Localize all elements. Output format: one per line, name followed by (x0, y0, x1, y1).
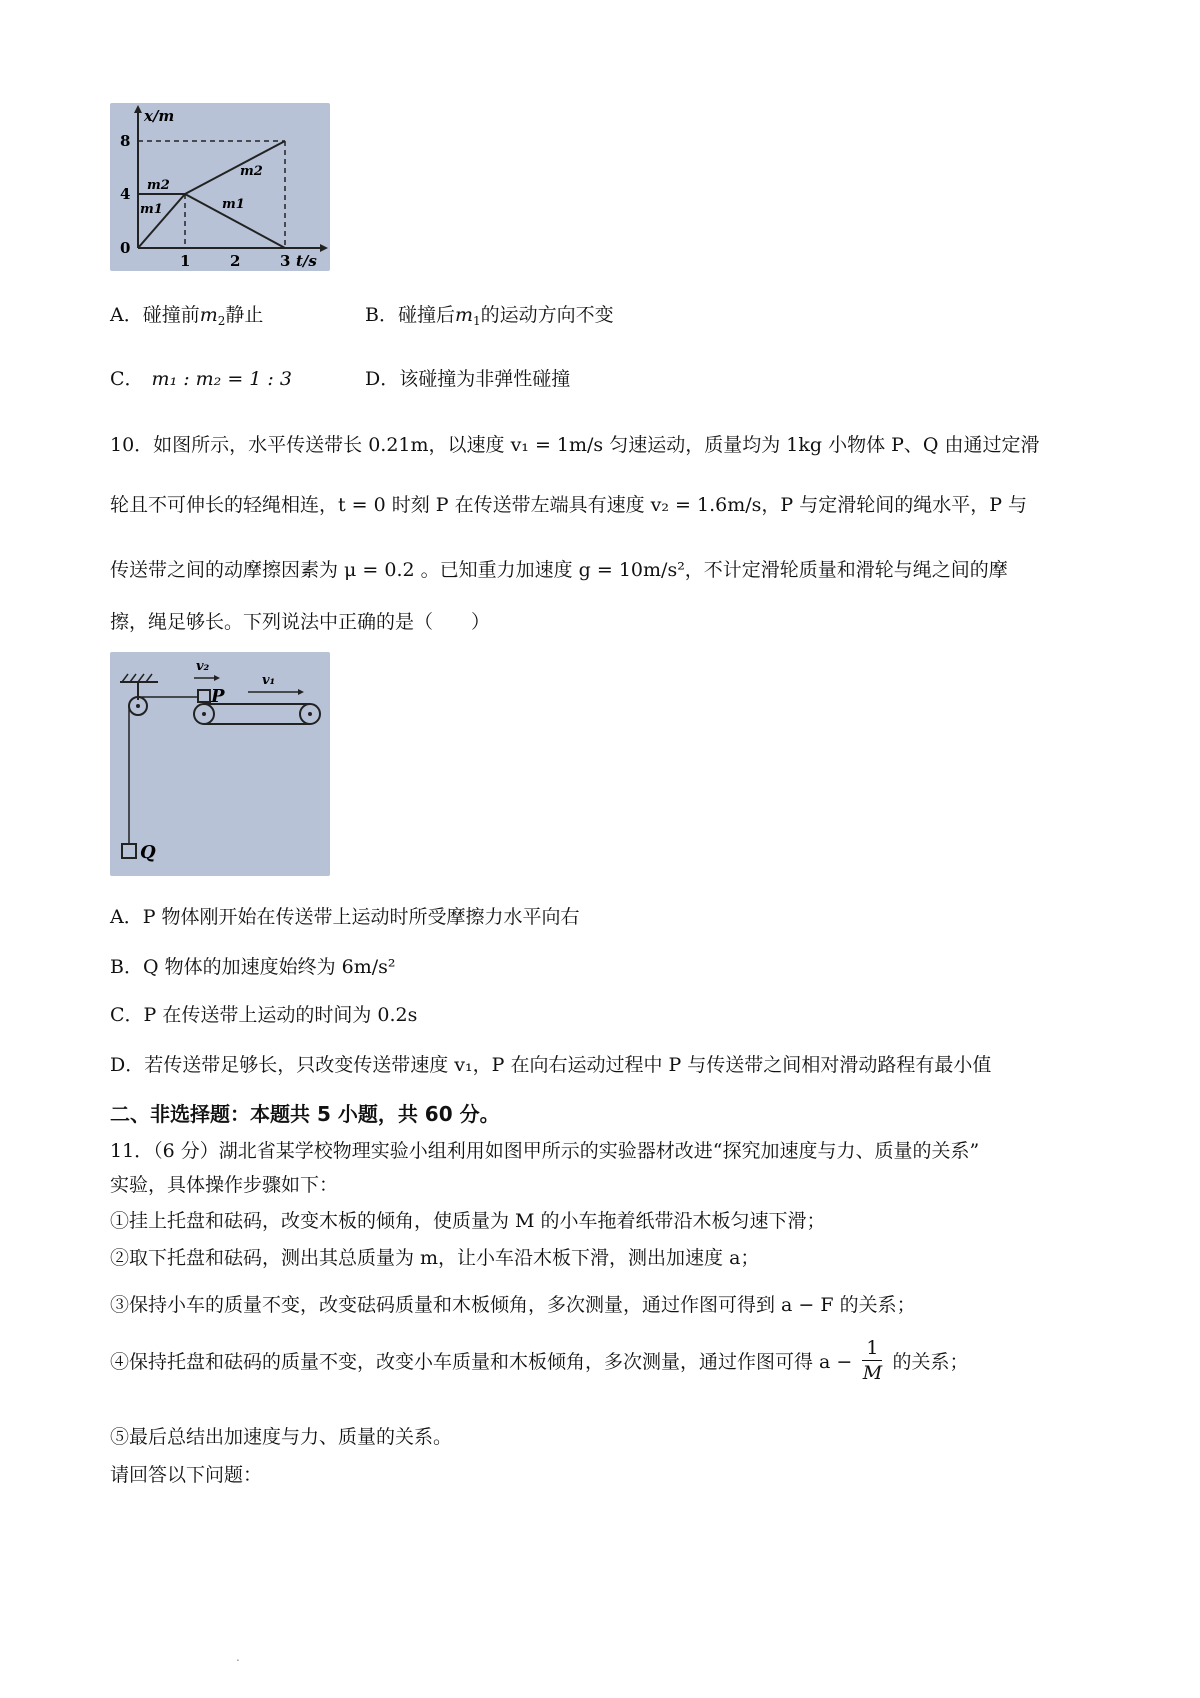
q11-step-4-prefix: ④保持托盘和砝码的质量不变，改变小车质量和木板倾角，多次测量，通过作图可得 a − (110, 1351, 853, 1373)
q11-step-4-numerator: 1 (862, 1336, 882, 1361)
q9-option-a-suffix: 静止 (225, 304, 264, 326)
x-tick-2: 2 (230, 252, 241, 270)
conveyor-svg (110, 652, 330, 876)
label-m2-after: m2 (240, 164, 263, 179)
q9-option-c-prefix: C． (110, 368, 144, 390)
q10-option-b: B．Q 物体的加速度始终为 6m/s² (110, 956, 396, 978)
q10-option-d: D．若传送带足够长，只改变传送带速度 v₁，P 在向右运动过程中 P 与传送带之间相对滑动路程有最小值 (110, 1054, 992, 1076)
q11-step-5: ⑤最后总结出加速度与力、质量的关系。 (110, 1426, 453, 1448)
q11-step-4 (110, 1336, 969, 1385)
label-v1: v₁ (262, 673, 276, 688)
q10-line-4: 擦，绳足够长。下列说法中正确的是（ ） (110, 611, 491, 633)
label-m2-before: m2 (147, 178, 170, 193)
label-q: Q (140, 842, 156, 863)
q11-prompt: 请回答以下问题： (110, 1464, 263, 1486)
q9-option-b-sub: 1 (473, 314, 481, 328)
y-tick-4: 4 (120, 185, 131, 203)
q9-option-b-var: m (454, 304, 473, 326)
q9-option-a-var: m (199, 304, 218, 326)
q9-option-a-prefix: A．碰撞前 (110, 304, 200, 326)
label-m1-before: m1 (140, 202, 163, 217)
q10-line-2: 轮且不可伸长的轻绳相连，t = 0 时刻 P 在传送带左端具有速度 v₂ = 1.6m/s，P 与定滑轮间的绳水平，P 与 (110, 494, 1028, 516)
q11-step-1: ①挂上托盘和砝码，改变木板的倾角，使质量为 M 的小车拖着纸带沿木板匀速下滑； (110, 1210, 826, 1232)
q10-option-a: A．P 物体刚开始在传送带上运动时所受摩擦力水平向右 (110, 906, 580, 928)
y-tick-8: 8 (120, 132, 131, 150)
q11-line-1: 11．（6 分）湖北省某学校物理实验小组利用如图甲所示的实验器材改进“探究加速度与力、质量的关系” (110, 1140, 980, 1162)
q9-option-b-prefix: B．碰撞后 (365, 304, 455, 326)
conveyor-figure (110, 652, 330, 876)
label-m1-after: m1 (222, 197, 245, 212)
y-axis-label: x/m (144, 107, 175, 125)
q11-step-2: ②取下托盘和砝码，测出其总质量为 m，让小车沿木板下滑，测出加速度 a； (110, 1247, 760, 1269)
q11-line-2: 实验，具体操作步骤如下： (110, 1174, 339, 1196)
q10-option-c: C．P 在传送带上运动的时间为 0.2s (110, 1004, 418, 1026)
q10-line-1: 10．如图所示，水平传送带长 0.21m，以速度 v₁ = 1m/s 匀速运动，质量均为 1kg 小物体 P、Q 由通过定滑 (110, 434, 1040, 456)
label-p: P (211, 686, 225, 707)
footer-mark: . (236, 1650, 240, 1664)
q9-option-b (365, 300, 614, 328)
q9-option-c (110, 364, 292, 391)
q9-option-a (110, 300, 263, 328)
q11-step-4-denominator: M (862, 1362, 883, 1384)
q9-option-b-suffix: 的运动方向不变 (480, 304, 614, 326)
q10-line-3: 传送带之间的动摩擦因素为 μ = 0.2 。已知重力加速度 g = 10m/s²，不计定滑轮质量和滑轮与绳之间的摩 (110, 559, 1008, 581)
y-tick-0: 0 (120, 239, 131, 257)
q9-option-d: D．该碰撞为非弹性碰撞 (365, 368, 571, 390)
q11-step-4-suffix: 的关系； (892, 1351, 969, 1373)
q9-option-c-expr: m₁ : m₂ = 1 : 3 (151, 368, 292, 390)
x-tick-3: 3 (280, 252, 291, 270)
x-axis-label: t/s (296, 252, 317, 270)
label-v2: v₂ (196, 659, 210, 674)
section-2-heading: 二、非选择题：本题共 5 小题，共 60 分。 (110, 1102, 500, 1126)
q11-step-3: ③保持小车的质量不变，改变砝码质量和木板倾角，多次测量，通过作图可得到 a − F 的关系； (110, 1294, 916, 1316)
q9-option-a-sub: 2 (217, 314, 226, 328)
x-tick-1: 1 (180, 252, 191, 270)
xt-graph-figure (110, 103, 330, 271)
xt-graph-svg (110, 103, 330, 271)
q11-step-4-fraction (862, 1336, 882, 1385)
